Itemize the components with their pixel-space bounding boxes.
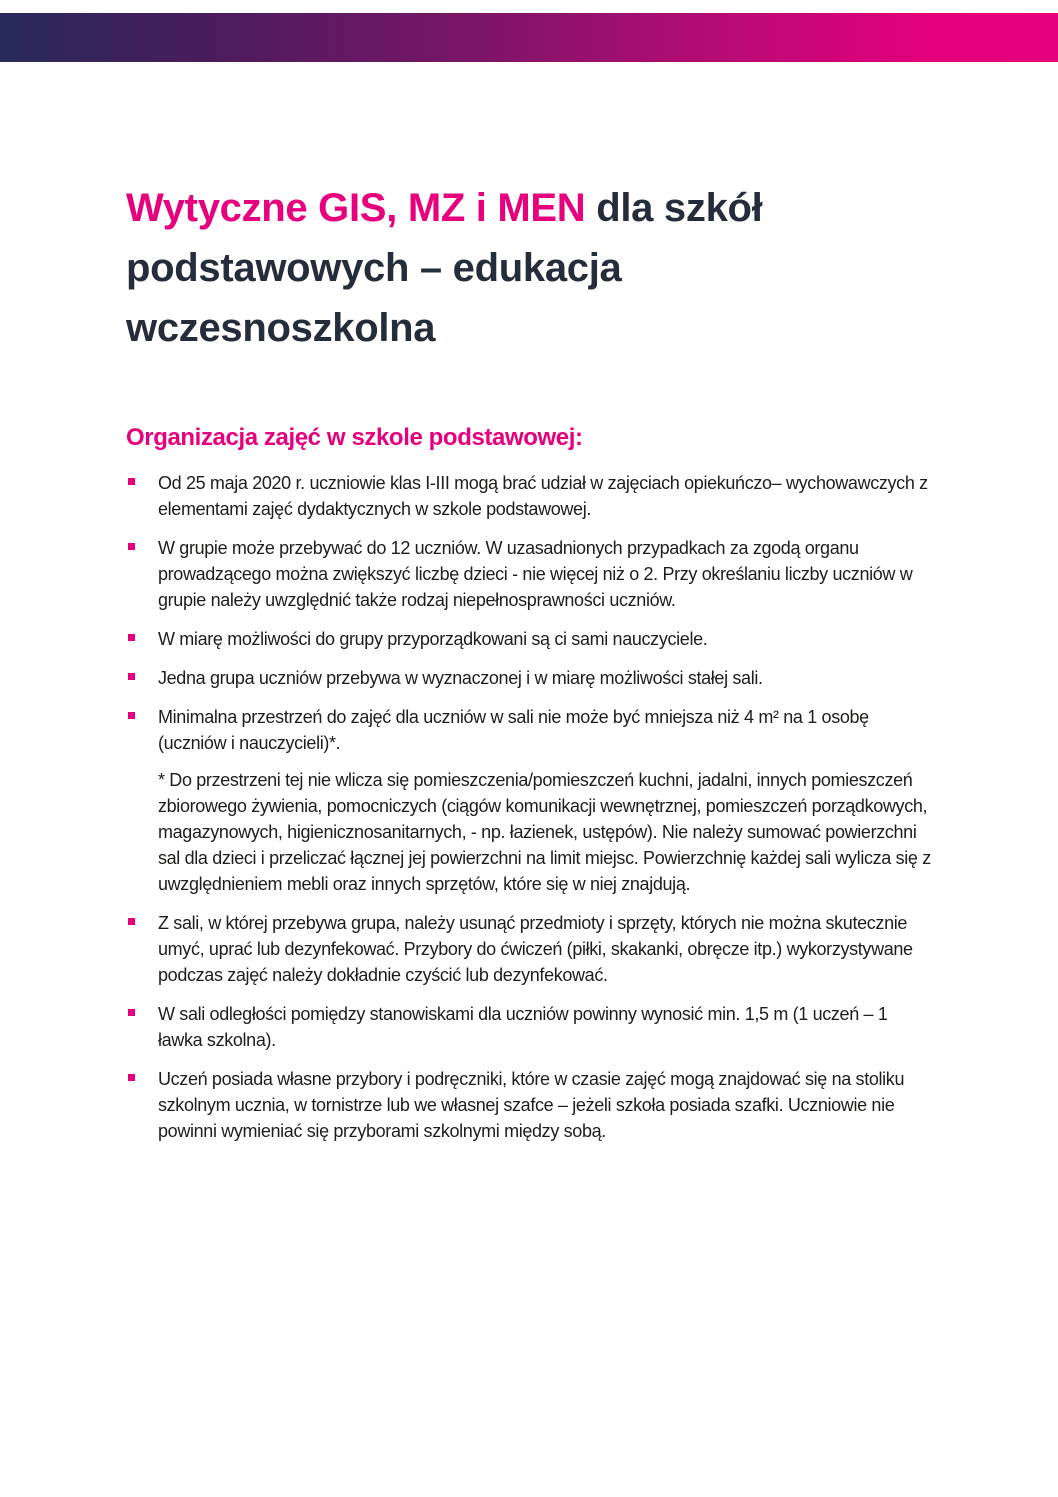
list-item-text: W miarę możliwości do grupy przyporządkowani są ci sami nauczyciele. bbox=[158, 629, 708, 649]
bullet-square-icon bbox=[128, 1074, 135, 1081]
list-item bbox=[126, 1066, 936, 1144]
list-item-text: Minimalna przestrzeń do zajęć dla uczniów w sali nie może być mniejsza niż 4 m² na 1 osobę (uczniów i nauczycieli)*. bbox=[158, 707, 869, 753]
bullet-square-icon bbox=[128, 673, 135, 680]
bullet-square-icon bbox=[128, 634, 135, 641]
list-item bbox=[126, 665, 936, 691]
list-item bbox=[126, 535, 936, 613]
footnote: * Do przestrzeni tej nie wlicza się pomieszczenia/pomieszczeń kuchni, jadalni, innych pomieszczeń zbiorowego żywienia, pomocniczych (ciągów komunikacji wewnętrznej, pomieszczeń porządkowych, magazynowych, higienicznosanitarnych, - np. łazienek, ustępów). Nie należy sumować powierzchni sal dla dzieci i przeliczać łącznej jej powierzchni na limit miejsc. Powierzchnię każdej sali wylicza się z uwzględnieniem mebli oraz innych sprzętów, które się w niej znajdują. bbox=[158, 770, 931, 894]
list-item-text: Uczeń posiada własne przybory i podręczniki, które w czasie zajęć mogą znajdować się na stoliku szkolnym ucznia, w tornistrze lub we własnej szafce – jeżeli szkoła posiada szafki. Uczniowie nie powinni wymieniać się przyborami szkolnymi między sobą. bbox=[158, 1069, 905, 1141]
list-item bbox=[126, 704, 936, 897]
header-gradient-bar bbox=[0, 13, 1058, 62]
list-item-text: W grupie może przebywać do 12 uczniów. W uzasadnionych przypadkach za zgodą organu prowadzącego można zwiększyć liczbę dzieci - nie więcej niż o 2. Przy określaniu liczby uczniów w grupie należy uwzględnić także rodzaj niepełnosprawności uczniów. bbox=[158, 538, 913, 610]
list-item-text: Jedna grupa uczniów przebywa w wyznaczonej i w miarę możliwości stałej sali. bbox=[158, 668, 763, 688]
list-item bbox=[126, 910, 936, 988]
bullet-square-icon bbox=[128, 918, 135, 925]
title-rest: dla szkół podstawowych – edukacja wczesnoszkolna bbox=[126, 186, 763, 350]
guidelines-list bbox=[126, 470, 936, 1157]
bullet-square-icon bbox=[128, 478, 135, 485]
list-item-text: W sali odległości pomiędzy stanowiskami dla uczniów powinny wynosić min. 1,5 m (1 uczeń – 1 ławka szkolna). bbox=[158, 1004, 888, 1050]
bullet-square-icon bbox=[128, 1009, 135, 1016]
bullet-square-icon bbox=[128, 712, 135, 719]
list-item-text: Od 25 maja 2020 r. uczniowie klas I-III mogą brać udział w zajęciach opiekuńczo– wychowawczych z elementami zajęć dydaktycznych w szkole podstawowej. bbox=[158, 473, 928, 519]
section-heading: Organizacja zajęć w szkole podstawowej: bbox=[126, 424, 583, 451]
title-accent: Wytyczne GIS, MZ i MEN bbox=[126, 186, 586, 230]
list-item bbox=[126, 470, 936, 522]
page-title bbox=[126, 178, 886, 358]
list-item bbox=[126, 1001, 936, 1053]
bullet-square-icon bbox=[128, 543, 135, 550]
list-item-text: Z sali, w której przebywa grupa, należy usunąć przedmioty i sprzęty, których nie można skutecznie umyć, uprać lub dezynfekować. Przybory do ćwiczeń (piłki, skakanki, obręcze itp.) wykorzystywane podczas zajęć należy dokładnie czyścić lub dezynfekować. bbox=[158, 913, 913, 985]
list-item bbox=[126, 626, 936, 652]
